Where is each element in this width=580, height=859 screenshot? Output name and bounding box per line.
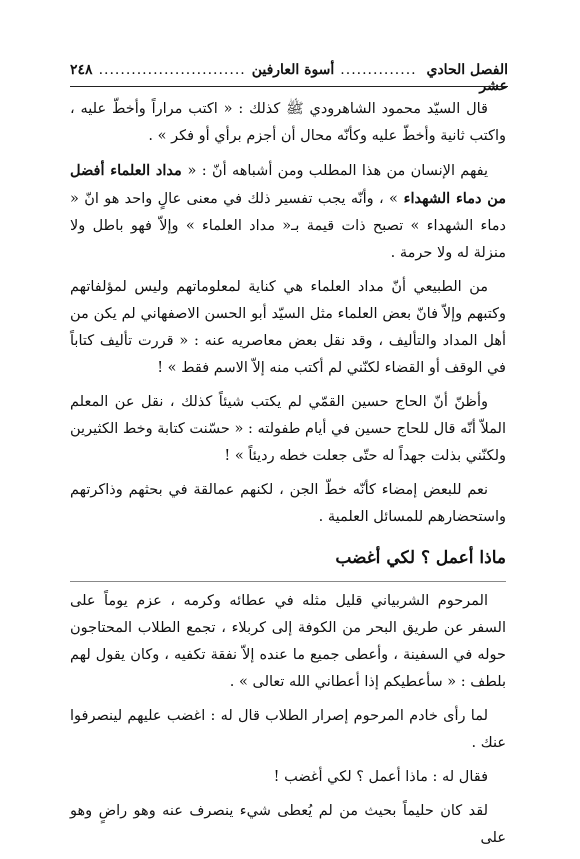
page-number: ٢٤٨ [70, 62, 93, 78]
section-heading: ماذا أعمل ؟ لكي أغضب [335, 548, 506, 568]
running-header [70, 62, 508, 94]
paragraph-5: نعم للبعض إمضاء كأنّه خطّ الجن ، لكنهم عمالقة في بحثهم وذاكرتهم واستحضارهم للمسائل العلمية . [70, 482, 506, 525]
paragraph-2-quote: مداد العلماء أفضل من دماء الشهداء [70, 162, 507, 207]
section-paragraph-1: المرحوم الشربياني قليل مثله في عطائه وكرمه ، عزم يوماً على السفر عن طريق البحر من الكوفة إلى كربلاء ، تجمع الطلاب المحتاجون حوله في السفينة ، وأعطى جميع ما عنده إلاّ نفقة تكفيه ، وكان يقول لهم بلطف : « سأعطيكم إذا أعطاني الله تعالى » . [70, 593, 506, 690]
section-paragraph-3: فقال له : ماذا أعمل ؟ لكي أغضب ! [273, 769, 488, 785]
section-paragraph-4: لقد كان حليماً بحيث من لم يُعطى شيء ينصرف عنه وهو راضٍ وهو على [70, 803, 506, 846]
section-paragraph-2: لما رأى خادم المرحوم إصرار الطلاب قال له : اغضب عليهم لينصرفوا عنك . [70, 708, 506, 751]
paragraph-3: من الطبيعي أنّ مداد العلماء هي كناية لمعلوماتهم وليس لمؤلفاتهم وكتبهم وإلاّ فانّ بعض العلماء مثل السيّد أبو الحسن الاصفهاني لم يكن من أهل المداد والتأليف ، وقد نقل بعض معاصريه عنه : « قررت تأليف كتاباً في الوقف أو القضاء لكنّني لم أكتب منه إلاّ الاسم فقط » ! [70, 279, 506, 376]
paragraph-2-before: يفهم الإنسان من هذا المطلب ومن أشباهه أنّ : « [187, 163, 488, 179]
paragraph-1: قال السيّد محمود الشاهرودي ﷺ كذلك : « اكتب مراراً وأخطّ عليه ، واكتب ثانية وأخطّ عليه وكأنّه محال أن أجزم برأي أو فكر » . [70, 101, 506, 144]
paragraph-2 [70, 157, 506, 267]
header-dots-a: ........................... [98, 62, 246, 78]
body-text [70, 96, 506, 859]
book-title: أسوة العارفين [251, 62, 335, 78]
paragraph-2-after: » ، وأنّه يجب تفسير ذلك في معنى عالٍ واحد هو انّ « دماء الشهداء » تصبح ذات قيمة بـ« مداد العلماء » وإلاّ فهو باطل ولا منزلة له ولا حرمة . [70, 191, 506, 261]
section-rule [70, 581, 506, 582]
chapter-title: الفصل الحادي عشر [426, 62, 508, 94]
header-left-group [70, 62, 417, 78]
header-rule [70, 86, 508, 87]
header-dots-b: .............. [340, 62, 417, 78]
paragraph-4: وأظنّ أنّ الحاج حسين القمّي لم يكتب شيئاً كذلك ، نقل عن المعلم الملاّ أنّه قال للحاج حسين في أيام طفولته : « حسّنت كتابة وخط الكثيرين ولكنّني بذلت جهداً له حتّى جعلت خطه رديئاً » ! [70, 394, 506, 464]
